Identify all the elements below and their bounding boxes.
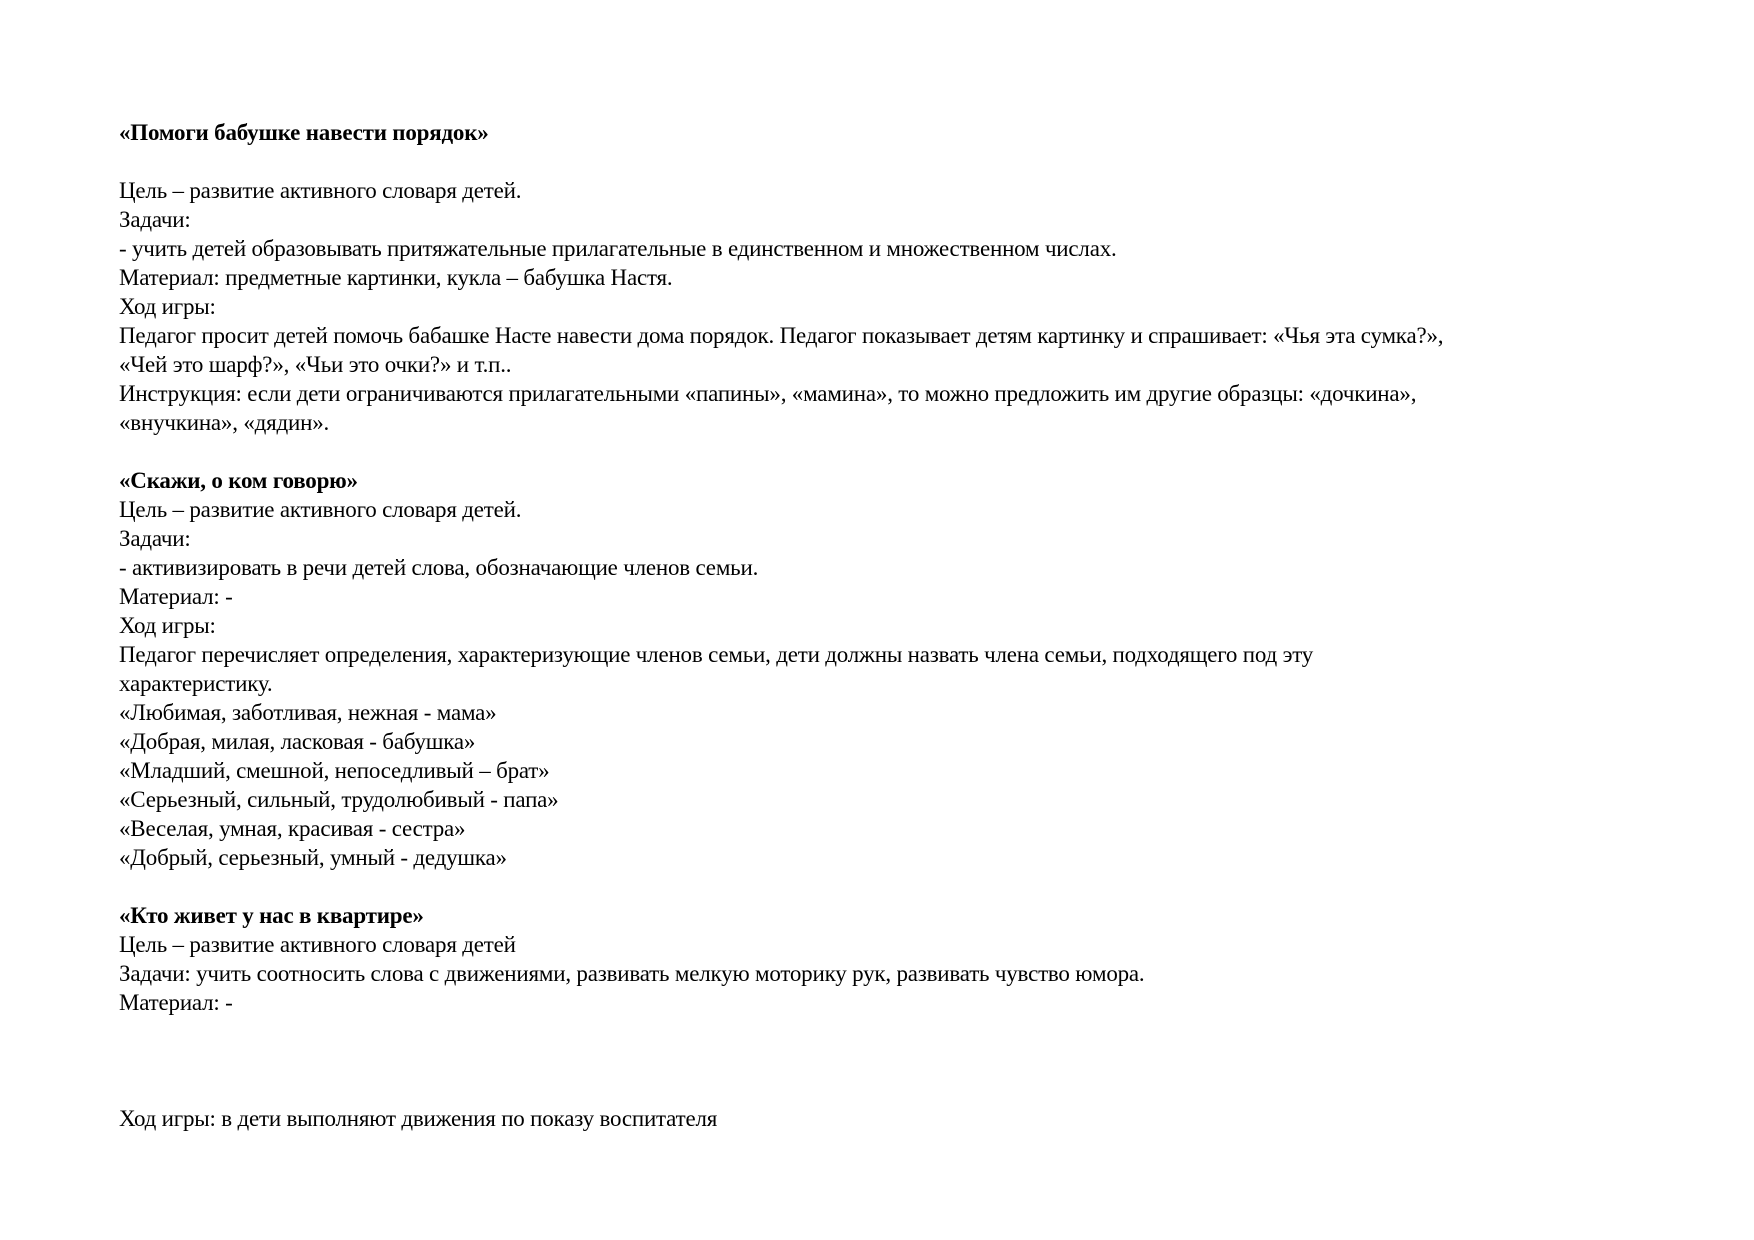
goal-line: Цель – развитие активного словаря детей. [119,178,522,203]
material-line: Материал: предметные картинки, кукла – бабушка Настя. [119,265,673,290]
material-line: Материал: - [119,990,233,1015]
spacer [119,437,1639,466]
goal-line: Цель – развитие активного словаря детей. [119,497,522,522]
game-line: Инструкция: если дети ограничиваются прилагательными «папины», «мамина», то можно предложить им другие образцы: «дочкина», [119,381,1417,406]
spacer [119,1017,1639,1104]
goal-line: Цель – развитие активного словаря детей [119,932,516,957]
game-line: Педагог просит детей помочь бабашке Насте навести дома порядок. Педагог показывает детям картинку и спрашивает: «Чья эта сумка?», [119,323,1444,348]
game-line: Ход игры: в дети выполняют движения по показу воспитателя [119,1106,718,1131]
game-line: «Младший, смешной, непоседливый – брат» [119,758,550,783]
material-line: Материал: - [119,584,233,609]
section-who-lives [119,901,1639,1133]
section-title: «Кто живет у нас в квартире» [119,903,424,928]
game-line: характеристику. [119,671,273,696]
game-line: «внучкина», «дядин». [119,410,330,435]
game-line: «Добрый, серьезный, умный - дедушка» [119,845,507,870]
tasks-line: Задачи: учить соотносить слова с движениями, развивать мелкую моторику рук, развивать чувство юмора. [119,961,1145,986]
tasks-label: Задачи: [119,207,191,232]
game-line: «Веселая, умная, красивая - сестра» [119,816,466,841]
section-say-who [119,466,1639,872]
game-label: Ход игры: [119,613,216,638]
game-line: «Серьезный, сильный, трудолюбивый - папа» [119,787,559,812]
game-label: Ход игры: [119,294,216,319]
game-line: «Добрая, милая, ласковая - бабушка» [119,729,476,754]
game-line: «Любимая, заботливая, нежная - мама» [119,700,497,725]
section-help-grandma [119,118,1639,437]
spacer [119,147,1639,176]
section-title: «Помоги бабушке навести порядок» [119,120,489,145]
task-line: - активизировать в речи детей слова, обозначающие членов семьи. [119,555,759,580]
game-line: «Чей это шарф?», «Чьи это очки?» и т.п.. [119,352,512,377]
tasks-label: Задачи: [119,526,191,551]
section-title: «Скажи, о ком говорю» [119,468,358,493]
game-line: Педагог перечисляет определения, характеризующие членов семьи, дети должны назвать члена семьи, подходящего под эту [119,642,1314,667]
task-line: - учить детей образовывать притяжательные прилагательные в единственном и множественном числах. [119,236,1117,261]
spacer [119,872,1639,901]
document-body [119,118,1639,1133]
